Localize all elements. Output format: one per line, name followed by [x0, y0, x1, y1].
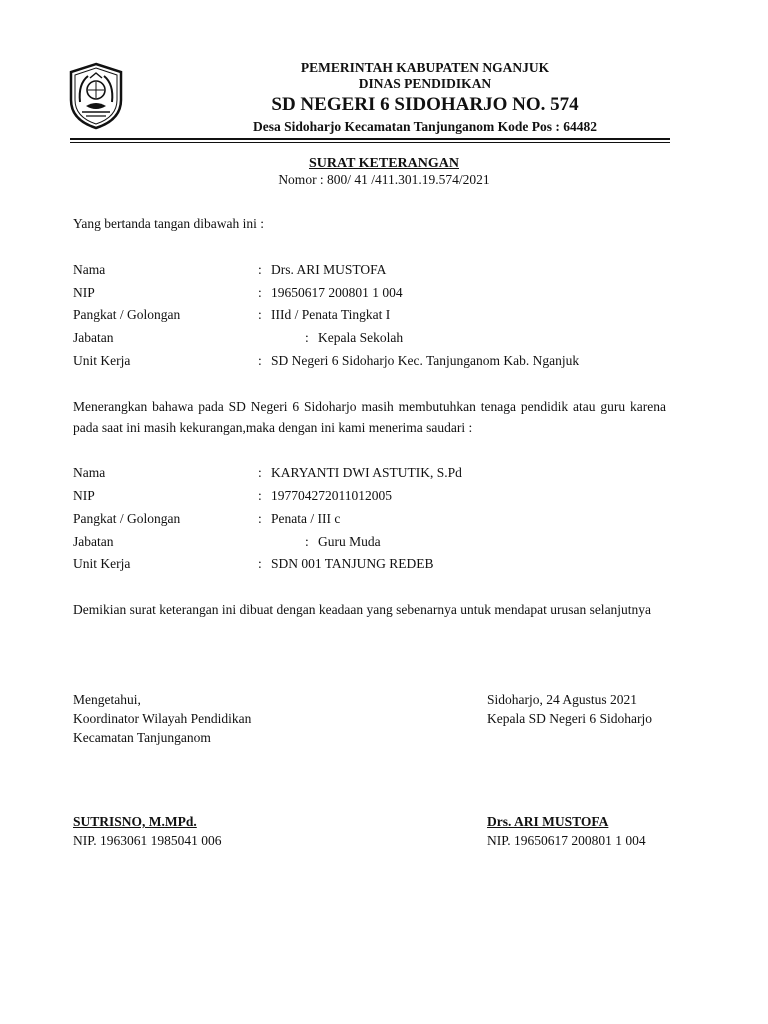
left-signatory — [73, 812, 222, 850]
field-label: Pangkat / Golongan — [73, 307, 181, 322]
field-label: NIP — [73, 285, 95, 300]
field-label: Nama — [73, 262, 106, 277]
intro-text: Yang bertanda tangan dibawah ini : — [73, 216, 264, 231]
acknowledged-label: Mengetahui, — [73, 692, 141, 707]
left-signature-block — [73, 690, 251, 747]
field-colon: : — [258, 353, 262, 368]
field-value: SDN 001 TANJUNG REDEB — [271, 556, 434, 571]
field-value: IIId / Penata Tingkat I — [271, 307, 391, 322]
letter-title — [0, 156, 768, 188]
field-label: Nama — [73, 465, 106, 480]
school-address: Desa Sidoharjo Kecamatan Tanjunganom Kode Pos : 64482 — [253, 119, 597, 134]
headmaster-nip: NIP. 19650617 200801 1 004 — [487, 833, 646, 848]
field-value: Penata / III c — [271, 511, 341, 526]
letterhead — [170, 60, 680, 136]
department-name: DINAS PENDIDIKAN — [358, 76, 492, 91]
field-label: Unit Kerja — [73, 353, 131, 368]
field-label: Jabatan — [73, 534, 114, 549]
statement-paragraph: Menerangkan bahawa pada SD Negeri 6 Sidoharjo masih membutuhkan tenaga pendidik atau guru karena pada saat ini masih kekurangan,maka dengan ini kami menerima saudari : — [73, 399, 666, 435]
field-label: Unit Kerja — [73, 556, 131, 571]
field-label: NIP — [73, 488, 95, 503]
coordinator-name: SUTRISNO, M.MPd. — [73, 814, 197, 829]
headmaster-title: Kepala SD Negeri 6 Sidoharjo — [487, 711, 652, 726]
field-colon: : — [258, 465, 262, 480]
letter-heading: SURAT KETERANGAN — [308, 156, 459, 171]
field-value: Kepala Sekolah — [318, 330, 404, 345]
field-colon: : — [305, 534, 309, 549]
field-colon: : — [258, 556, 262, 571]
letterhead-divider-thick — [70, 138, 670, 140]
place-date: Sidoharjo, 24 Agustus 2021 — [487, 692, 638, 707]
letter-number: Nomor : 800/ 41 /411.301.19.574/2021 — [278, 172, 490, 187]
coordinator-title: Koordinator Wilayah Pendidikan — [73, 711, 252, 726]
field-colon: : — [305, 330, 309, 345]
closing-paragraph: Demikian surat keterangan ini dibuat dengan keadaan yang sebenarnya untuk mendapat urusan selanjutnya — [73, 602, 652, 617]
right-signature-block — [487, 690, 652, 728]
field-value: Guru Muda — [318, 534, 381, 549]
field-label: Pangkat / Golongan — [73, 511, 181, 526]
field-label: Jabatan — [73, 330, 114, 345]
field-value: 197704272011012005 — [271, 488, 392, 503]
field-colon: : — [258, 285, 262, 300]
field-colon: : — [258, 307, 262, 322]
kabupaten-emblem-icon — [66, 62, 126, 130]
field-value: SD Negeri 6 Sidoharjo Kec. Tanjunganom Kab. Nganjuk — [271, 353, 580, 368]
field-value: 19650617 200801 1 004 — [271, 285, 403, 300]
field-value: Drs. ARI MUSTOFA — [271, 262, 387, 277]
field-colon: : — [258, 262, 262, 277]
field-value: KARYANTI DWI ASTUTIK, S.Pd — [271, 465, 462, 480]
right-signatory — [487, 812, 646, 850]
school-name: SD NEGERI 6 SIDOHARJO NO. 574 — [271, 94, 579, 115]
letterhead-divider-thin — [70, 142, 670, 143]
district-name: Kecamatan Tanjunganom — [73, 730, 211, 745]
field-colon: : — [258, 511, 262, 526]
field-colon: : — [258, 488, 262, 503]
coordinator-nip: NIP. 1963061 1985041 006 — [73, 833, 222, 848]
government-name: PEMERINTAH KABUPATEN NGANJUK — [300, 60, 550, 75]
headmaster-name: Drs. ARI MUSTOFA — [487, 814, 609, 829]
